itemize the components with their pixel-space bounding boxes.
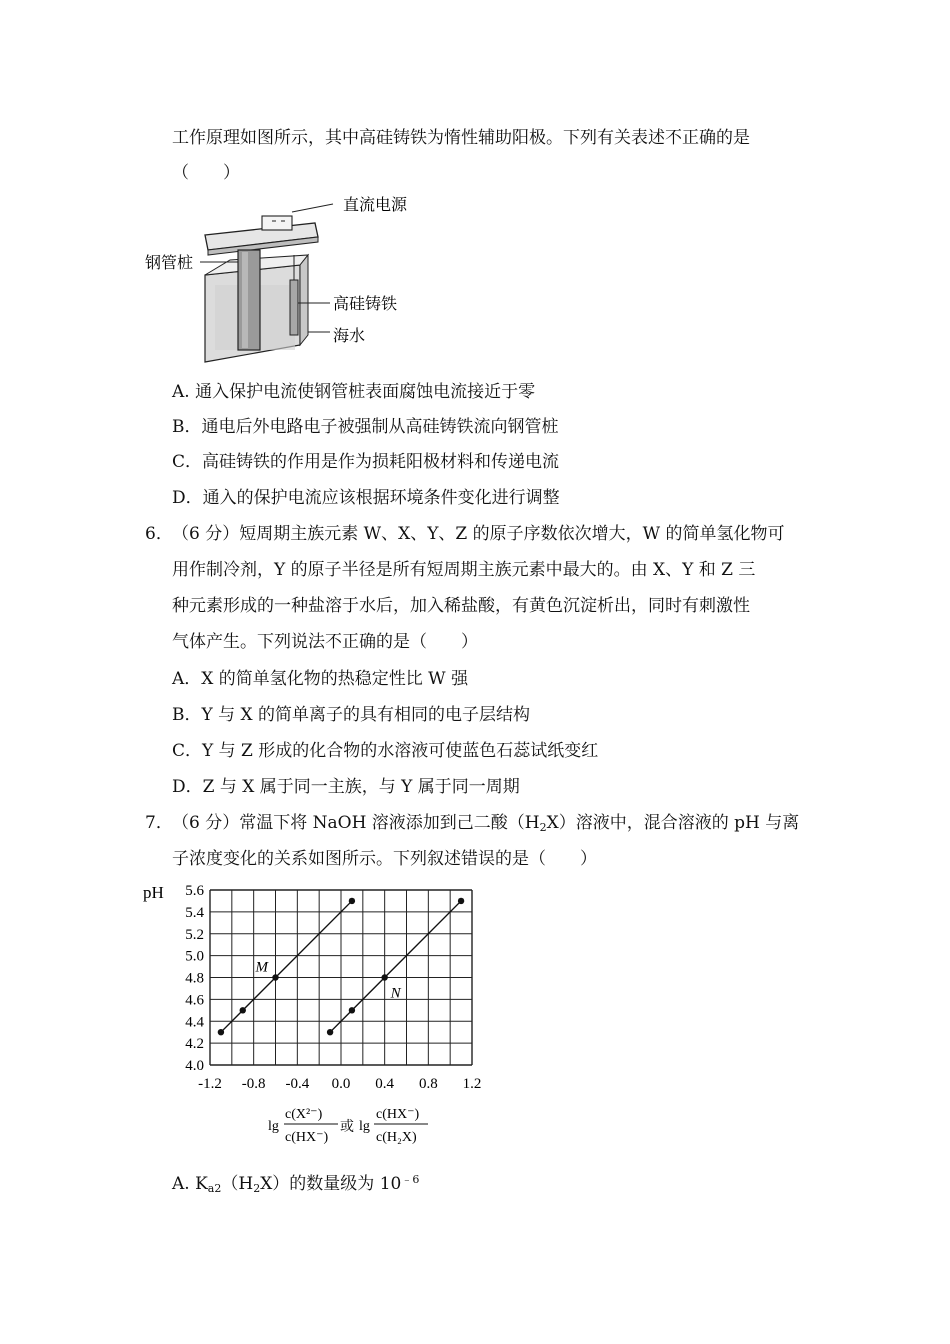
ph-vs-lg-ratio-chart: [140, 875, 500, 1160]
high-silicon-iron-anode: [290, 280, 298, 335]
point-label-M: M: [255, 959, 268, 976]
svg-text:lg: lg: [268, 1119, 279, 1134]
steel-pile: [238, 250, 260, 350]
q6-stem-line1: （6 分）短周期主族元素 W、X、Y、Z 的原子序数依次增大，W 的简单氢化物可: [172, 524, 785, 544]
data-point-N: [381, 974, 387, 980]
x-tick-label: -0.8: [241, 1076, 266, 1092]
svg-text:c(HX⁻): c(HX⁻): [285, 1130, 329, 1145]
x-tick-labels: [198, 1076, 481, 1092]
q5-stem-line1: 工作原理如图所示，其中高硅铸铁为惰性辅助阳极。下列有关表述不正确的是: [172, 128, 750, 148]
q6-number: 6．: [145, 524, 173, 544]
label-high-silicon-iron: 高硅铸铁: [333, 296, 398, 313]
y-tick-label: 4.8: [185, 970, 204, 987]
q6-stem-line4: 气体产生。下列说法不正确的是（ ）: [172, 632, 478, 652]
q5-option-d: D．通入的保护电流应该根据环境条件变化进行调整: [172, 488, 560, 508]
data-point-N: [327, 1029, 333, 1035]
y-tick-label: 4.4: [185, 1014, 204, 1031]
y-tick-label: 4.0: [185, 1058, 204, 1074]
x-tick-label: -1.2: [198, 1076, 222, 1092]
q7-stem-line1: （6 分）常温下将 NaOH 溶液添加到己二酸$(H_2X)$溶液中，混合溶液的 pH 与离: [172, 813, 800, 834]
q6-stem-line3: 种元素形成的一种盐溶于水后，加入稀盐酸，有黄色沉淀析出，同时有刺激性: [172, 596, 750, 616]
q5-option-c: C．高硅铸铁的作用是作为损耗阳极材料和传递电流: [172, 452, 560, 472]
data-point-M: [349, 898, 355, 904]
point-label-N: N: [390, 985, 401, 1002]
svg-text:或: 或: [340, 1120, 354, 1135]
q5-option-b: B．通电后外电路电子被强制从高硅铸铁流向钢管桩: [172, 417, 559, 437]
dc-power-box: [262, 216, 292, 230]
data-point-M: [272, 974, 278, 980]
q6-option-c: C．Y 与 Z 形成的化合物的水溶液可使蓝色石蕊试纸变红: [172, 741, 599, 761]
y-tick-label: 5.6: [185, 883, 204, 899]
q6-option-b: B．Y 与 X 的简单离子的具有相同的电子层结构: [172, 705, 531, 725]
x-axis-label: [268, 1107, 428, 1145]
data-point-N: [349, 1007, 355, 1013]
svg-text:c(HX⁻): c(HX⁻): [376, 1107, 420, 1122]
svg-text:c(H₂X): c(H₂X): [376, 1130, 417, 1145]
q7-option-a: A. $K_{a2}(H_2X)$的数量级为 $10^{﹣6}$: [172, 1173, 420, 1195]
label-seawater: 海水: [333, 328, 366, 345]
cathodic-protection-figure: [140, 190, 430, 380]
q6-stem-line2: 用作制冷剂，Y 的原子半径是所有短周期主族元素中最大的。由 X、Y 和 Z 三: [172, 560, 756, 580]
y-tick-label: 4.6: [185, 992, 204, 1009]
x-tick-label: 0.4: [375, 1076, 395, 1092]
label-dc-power: 直流电源: [343, 197, 408, 214]
svg-text:c(X²⁻): c(X²⁻): [285, 1107, 323, 1122]
q6-option-d: D．Z 与 X 属于同一主族，与 Y 属于同一周期: [172, 777, 520, 797]
svg-text:lg: lg: [359, 1119, 370, 1134]
x-tick-label: -0.4: [285, 1076, 310, 1092]
y-tick-label: 5.0: [185, 948, 204, 965]
y-axis-label: pH: [143, 883, 164, 902]
y-tick-label: 5.4: [185, 904, 204, 921]
q5-answer-blank: （ ）: [172, 163, 240, 183]
chart-grid: [210, 890, 472, 1065]
q6-option-a: A．X 的简单氢化物的热稳定性比 W 强: [172, 669, 469, 689]
q5-option-a: A. 通入保护电流使钢管桩表面腐蚀电流接近于零: [172, 382, 536, 402]
data-point-M: [240, 1007, 246, 1013]
q7-stem-line2: 子浓度变化的关系如图所示。下列叙述错误的是（ ）: [172, 849, 597, 869]
y-tick-labels: [185, 883, 204, 1074]
data-point-N: [458, 898, 464, 904]
x-tick-label: 0.8: [418, 1076, 438, 1092]
x-tick-label: 1.2: [462, 1076, 482, 1092]
data-point-M: [218, 1029, 224, 1035]
q7-number: 7．: [145, 813, 173, 833]
y-tick-label: 4.2: [185, 1036, 204, 1053]
x-tick-label: 0.0: [331, 1076, 351, 1092]
label-steel-pile: 钢管桩: [145, 255, 194, 272]
y-tick-label: 5.2: [185, 926, 204, 943]
